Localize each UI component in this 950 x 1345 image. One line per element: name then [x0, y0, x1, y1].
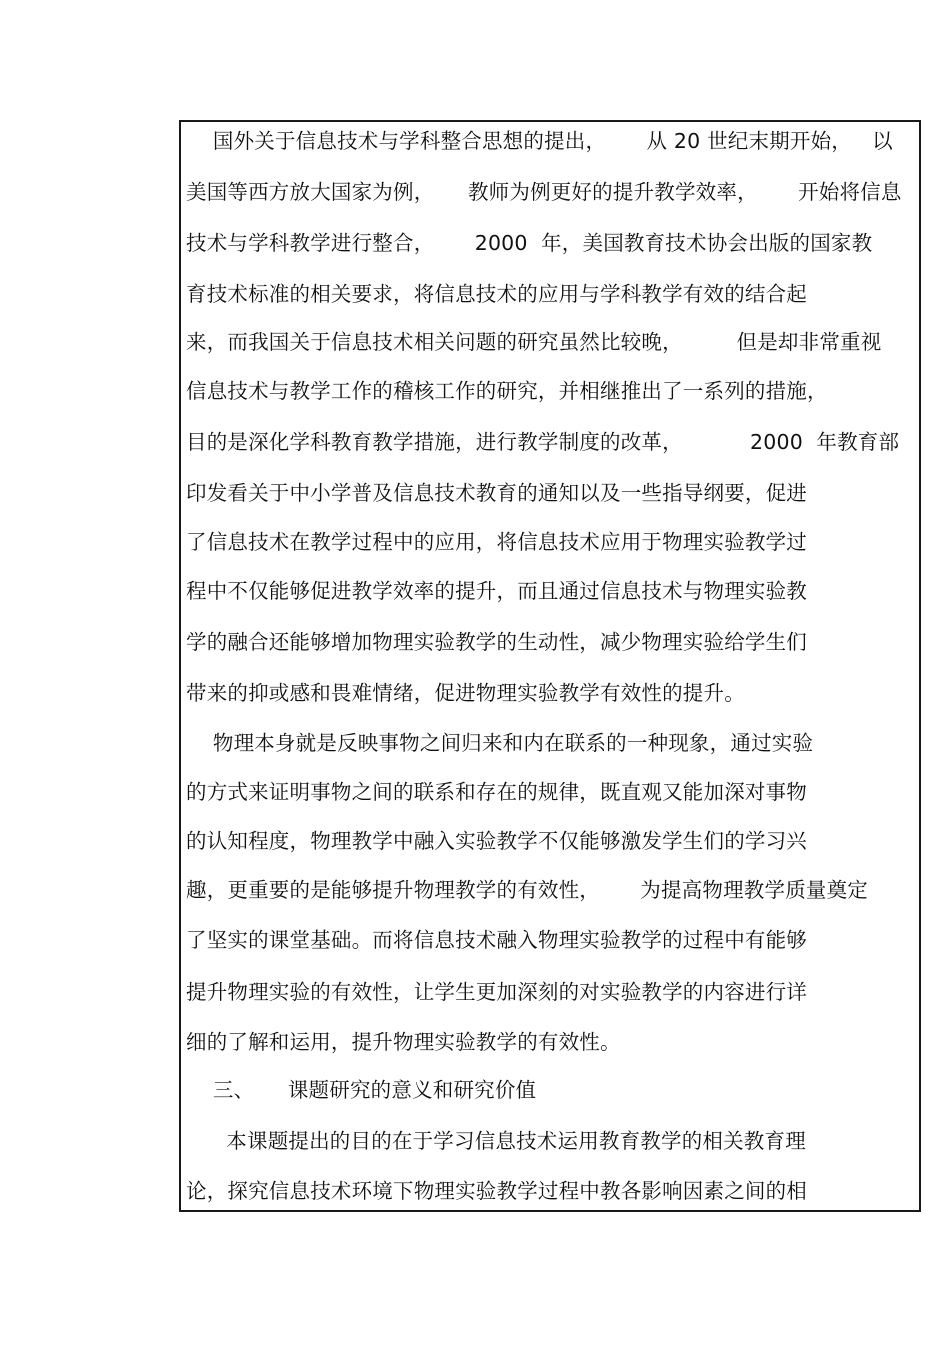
- text-line: 印发看关于中小学普及信息技术教育的通知以及一些指导纲要，促进: [186, 481, 807, 505]
- text-line: 物理本身就是反映事物之间归来和内在联系的一种现象，通过实验: [186, 731, 814, 755]
- text-line: 目的是深化学科教育教学措施，进行教学制度的改革， 2000 年教育部: [186, 430, 900, 454]
- text-line: 程中不仅能够促进教学效率的提升，而且通过信息技术与物理实验教: [186, 579, 807, 603]
- text-line: 趣，更重要的是能够提升物理教学的有效性， 为提高物理教学质量奠定: [186, 878, 868, 902]
- text-line: 技术与学科教学进行整合， 2000 年，美国教育技术协会出版的国家教: [186, 231, 873, 255]
- text-line: 的方式来证明事物之间的联系和存在的规律，既直观又能加深对事物: [186, 780, 807, 804]
- text-line: 本课题提出的目的在于学习信息技术运用教育教学的相关教育理: [186, 1129, 806, 1153]
- text-line: 育技术标准的相关要求，将信息技术的应用与学科教学有效的结合起: [186, 282, 807, 306]
- text-line: 学的融合还能够增加物理实验教学的生动性，减少物理实验给学生们: [186, 630, 807, 654]
- text-line: 细的了解和运用，提升物理实验教学的有效性。: [186, 1030, 621, 1054]
- text-line: 了坚实的课堂基础。而将信息技术融入物理实验教学的过程中有能够: [186, 928, 807, 952]
- text-line: 国外关于信息技术与学科整合思想的提出， 从 20 世纪末期开始， 以: [186, 129, 893, 153]
- text-line: 提升物理实验的有效性，让学生更加深刻的对实验教学的内容进行详: [186, 980, 807, 1004]
- text-line: 带来的抑或感和畏难情绪，促进物理实验教学有效性的提升。: [186, 681, 745, 705]
- text-line: 信息技术与教学工作的稽核工作的研究，并相继推出了一系列的措施，: [186, 379, 828, 403]
- text-line: 论，探究信息技术环境下物理实验教学过程中教各影响因素之间的相: [186, 1179, 807, 1203]
- text-line: 了信息技术在教学过程中的应用，将信息技术应用于物理实验教学过: [186, 530, 807, 554]
- text-line: 来，而我国关于信息技术相关问题的研究虽然比较晚， 但是却非常重视: [186, 330, 882, 354]
- section-heading: 三、 课题研究的意义和研究价值: [186, 1078, 537, 1102]
- text-line: 的认知程度，物理教学中融入实验教学不仅能够激发学生们的学习兴: [186, 829, 807, 853]
- text-line: 美国等西方放大国家为例， 教师为例更好的提升教学效率， 开始将信息: [186, 180, 902, 204]
